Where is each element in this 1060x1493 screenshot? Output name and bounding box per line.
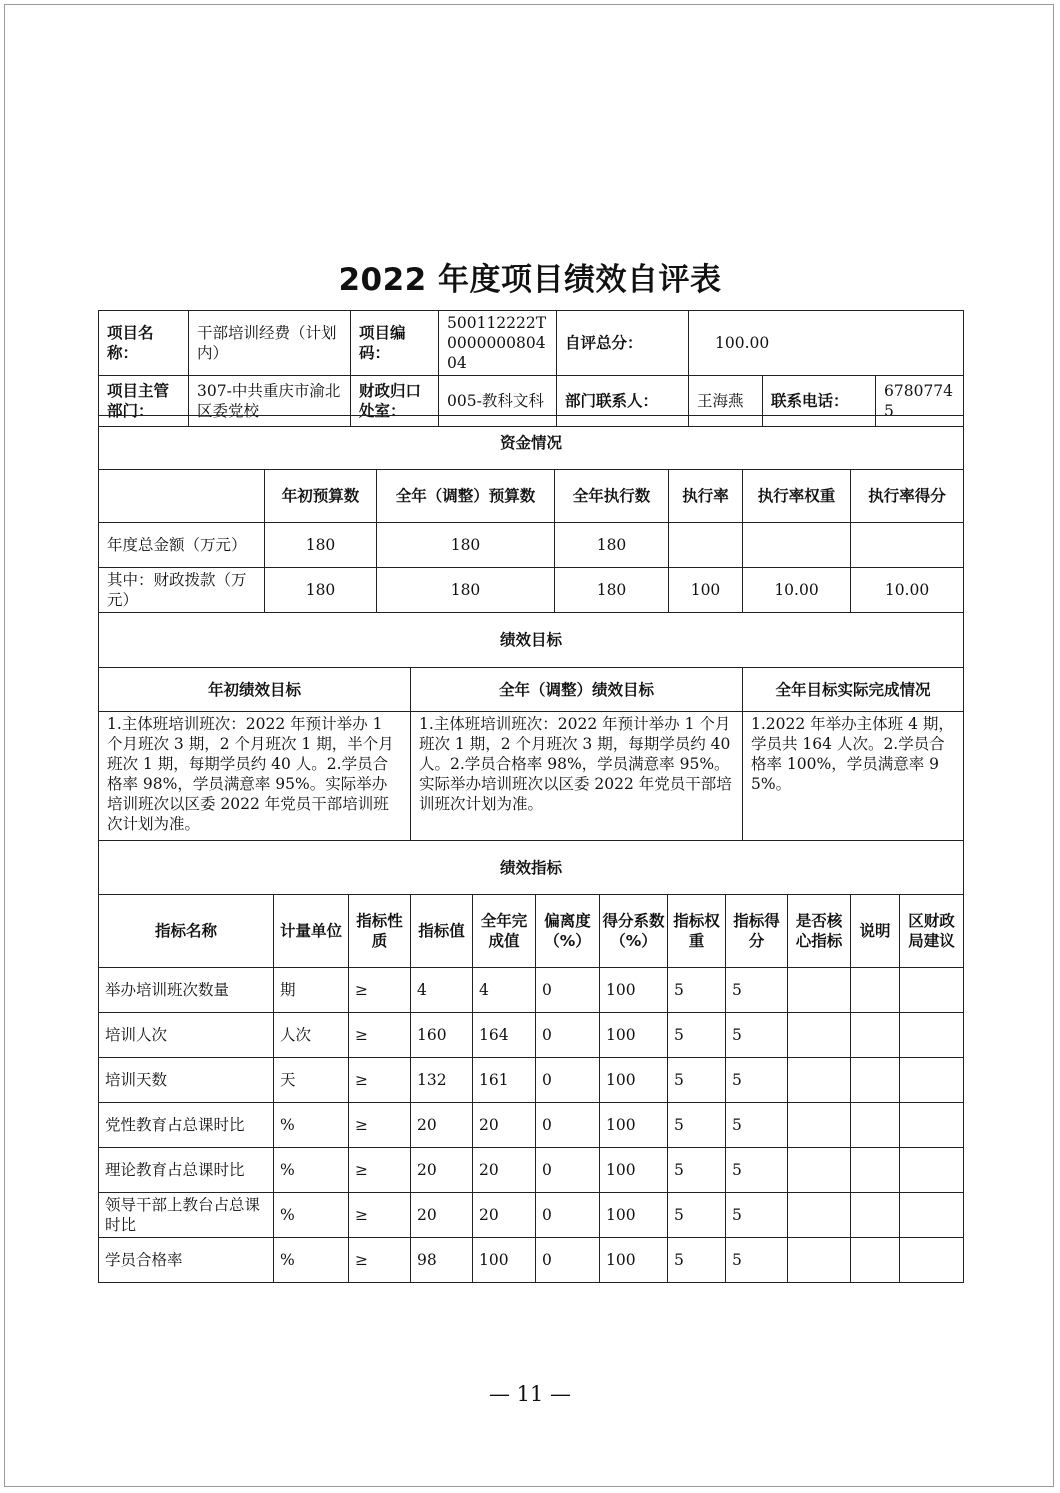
project-name-value: 干部培训经费（计划内） xyxy=(189,311,351,376)
ind-target-cell: 20 xyxy=(411,1148,473,1193)
funds-col-adjusted-budget: 全年（调整）预算数 xyxy=(377,470,555,523)
funds-col-initial-budget: 年初预算数 xyxy=(265,470,377,523)
goals-initial-text: 1.主体班培训班次：2022 年预计举办 1 个月班次 3 期，2 个月班次 1 期，半个月班次 1 期，每期学员约 40 人。2.学员合格率 98%，学员满意率 95%。实际举办培训班次以区委 2022 年党员干部培训班次计划为准。 xyxy=(99,712,411,841)
ind-note-cell xyxy=(851,1013,900,1058)
ind-unit-cell: % xyxy=(274,1193,349,1238)
finance-label: 财政归口处室： xyxy=(351,376,439,427)
ind-unit-cell: % xyxy=(274,1148,349,1193)
ind-actual-cell: 100 xyxy=(473,1238,536,1283)
ind-col-note: 说明 xyxy=(851,895,900,968)
ind-weight-cell: 5 xyxy=(668,1238,726,1283)
ind-col-name: 指标名称 xyxy=(99,895,274,968)
ind-score-cell: 5 xyxy=(726,1193,788,1238)
ind-note-cell xyxy=(851,1103,900,1148)
funds-row xyxy=(99,568,964,613)
ind-core-cell xyxy=(788,1058,851,1103)
funds-cell: 180 xyxy=(377,568,555,613)
goals-table xyxy=(98,612,964,841)
dept-label: 项目主管部门： xyxy=(99,376,189,427)
ind-actual-cell: 4 xyxy=(473,968,536,1013)
ind-target-cell: 4 xyxy=(411,968,473,1013)
table-row xyxy=(99,1148,964,1193)
ind-unit-cell: 天 xyxy=(274,1058,349,1103)
ind-name-cell: 理论教育占总课时比 xyxy=(99,1148,274,1193)
indicators-body xyxy=(99,968,964,1283)
ind-nature-cell: ≥ xyxy=(349,1103,411,1148)
goals-col-initial: 年初绩效目标 xyxy=(99,668,411,712)
ind-col-score: 指标得分 xyxy=(726,895,788,968)
table-row xyxy=(99,1103,964,1148)
ind-actual-cell: 164 xyxy=(473,1013,536,1058)
ind-note-cell xyxy=(851,1193,900,1238)
ind-deviation-cell: 0 xyxy=(536,1193,600,1238)
ind-coefficient-cell: 100 xyxy=(600,968,668,1013)
ind-suggestion-cell xyxy=(900,968,964,1013)
ind-note-cell xyxy=(851,1148,900,1193)
score-value: 100.00 xyxy=(689,311,964,376)
ind-suggestion-cell xyxy=(900,1193,964,1238)
ind-col-target: 指标值 xyxy=(411,895,473,968)
table-row xyxy=(99,1193,964,1238)
goals-col-adjusted: 全年（调整）绩效目标 xyxy=(411,668,743,712)
ind-weight-cell: 5 xyxy=(668,1148,726,1193)
ind-col-actual: 全年完成值 xyxy=(473,895,536,968)
funds-cell xyxy=(851,523,964,568)
ind-suggestion-cell xyxy=(900,1013,964,1058)
indicators-section-title: 绩效指标 xyxy=(99,841,964,895)
ind-unit-cell: % xyxy=(274,1238,349,1283)
page-number: — 11 — xyxy=(488,1382,572,1406)
ind-score-cell: 5 xyxy=(726,1058,788,1103)
ind-col-weight: 指标权重 xyxy=(668,895,726,968)
ind-nature-cell: ≥ xyxy=(349,1238,411,1283)
funds-cell: 10.00 xyxy=(851,568,964,613)
table-row xyxy=(99,1238,964,1283)
ind-unit-cell: 人次 xyxy=(274,1013,349,1058)
funds-cell: 180 xyxy=(377,523,555,568)
ind-core-cell xyxy=(788,1148,851,1193)
funds-col-weight: 执行率权重 xyxy=(743,470,851,523)
ind-deviation-cell: 0 xyxy=(536,1148,600,1193)
funds-cell: 180 xyxy=(265,523,377,568)
ind-note-cell xyxy=(851,1058,900,1103)
goals-section-title: 绩效目标 xyxy=(99,613,964,668)
ind-suggestion-cell xyxy=(900,1238,964,1283)
ind-name-cell: 举办培训班次数量 xyxy=(99,968,274,1013)
goals-adjusted-text: 1.主体班培训班次：2022 年预计举办 1 个月班次 1 期，2 个月班次 3 期，每期学员约 40 人。2.学员合格率 98%，学员满意率 95%。实际举办培训班次以区委 2022 年党员干部培训班次计划为准。 xyxy=(411,712,743,841)
funds-col-rate: 执行率 xyxy=(669,470,743,523)
ind-target-cell: 20 xyxy=(411,1193,473,1238)
ind-deviation-cell: 0 xyxy=(536,1103,600,1148)
project-name-label: 项目名称： xyxy=(99,311,189,376)
ind-target-cell: 132 xyxy=(411,1058,473,1103)
funds-header-empty xyxy=(99,470,265,523)
ind-core-cell xyxy=(788,1103,851,1148)
ind-col-nature: 指标性质 xyxy=(349,895,411,968)
ind-actual-cell: 20 xyxy=(473,1148,536,1193)
funds-col-executed: 全年执行数 xyxy=(555,470,669,523)
ind-suggestion-cell xyxy=(900,1103,964,1148)
ind-coefficient-cell: 100 xyxy=(600,1103,668,1148)
ind-col-core: 是否核心指标 xyxy=(788,895,851,968)
ind-coefficient-cell: 100 xyxy=(600,1013,668,1058)
ind-coefficient-cell: 100 xyxy=(600,1193,668,1238)
funds-col-score: 执行率得分 xyxy=(851,470,964,523)
funds-row-label: 其中：财政拨款（万元） xyxy=(99,568,265,613)
ind-score-cell: 5 xyxy=(726,1103,788,1148)
goals-col-actual: 全年目标实际完成情况 xyxy=(743,668,964,712)
funds-cell xyxy=(743,523,851,568)
ind-nature-cell: ≥ xyxy=(349,968,411,1013)
funds-cell: 100 xyxy=(669,568,743,613)
ind-deviation-cell: 0 xyxy=(536,1013,600,1058)
table-row xyxy=(99,1013,964,1058)
ind-target-cell: 98 xyxy=(411,1238,473,1283)
ind-weight-cell: 5 xyxy=(668,968,726,1013)
ind-deviation-cell: 0 xyxy=(536,968,600,1013)
ind-name-cell: 学员合格率 xyxy=(99,1238,274,1283)
goals-actual-text: 1.2022 年举办主体班 4 期，学员共 164 人次。2.学员合格率 100%，学员满意率 95%。 xyxy=(743,712,964,841)
ind-nature-cell: ≥ xyxy=(349,1013,411,1058)
ind-name-cell: 党性教育占总课时比 xyxy=(99,1103,274,1148)
ind-target-cell: 160 xyxy=(411,1013,473,1058)
ind-note-cell xyxy=(851,1238,900,1283)
project-code-label: 项目编码： xyxy=(351,311,439,376)
page-title: 2022 年度项目绩效自评表 xyxy=(338,262,722,298)
ind-unit-cell: 期 xyxy=(274,968,349,1013)
ind-col-suggestion: 区财政局建议 xyxy=(900,895,964,968)
ind-weight-cell: 5 xyxy=(668,1058,726,1103)
contact-value: 王海燕 xyxy=(689,376,763,427)
ind-core-cell xyxy=(788,968,851,1013)
ind-core-cell xyxy=(788,1238,851,1283)
ind-core-cell xyxy=(788,1193,851,1238)
ind-col-deviation: 偏离度（%） xyxy=(536,895,600,968)
finance-value: 005-教科文科 xyxy=(439,376,557,427)
funds-section-title: 资金情况 xyxy=(99,416,964,470)
ind-name-cell: 培训天数 xyxy=(99,1058,274,1103)
dept-value: 307-中共重庆市渝北区委党校 xyxy=(189,376,351,427)
ind-suggestion-cell xyxy=(900,1148,964,1193)
ind-coefficient-cell: 100 xyxy=(600,1058,668,1103)
ind-deviation-cell: 0 xyxy=(536,1238,600,1283)
ind-score-cell: 5 xyxy=(726,1148,788,1193)
phone-value: 67807745 xyxy=(876,376,964,427)
ind-actual-cell: 20 xyxy=(473,1103,536,1148)
ind-col-coefficient: 得分系数（%） xyxy=(600,895,668,968)
table-row xyxy=(99,968,964,1013)
ind-core-cell xyxy=(788,1013,851,1058)
ind-deviation-cell: 0 xyxy=(536,1058,600,1103)
contact-label: 部门联系人： xyxy=(557,376,689,427)
ind-score-cell: 5 xyxy=(726,1238,788,1283)
funds-cell: 180 xyxy=(265,568,377,613)
ind-score-cell: 5 xyxy=(726,1013,788,1058)
funds-cell: 180 xyxy=(555,568,669,613)
funds-cell: 180 xyxy=(555,523,669,568)
ind-coefficient-cell: 100 xyxy=(600,1238,668,1283)
ind-nature-cell: ≥ xyxy=(349,1148,411,1193)
ind-target-cell: 20 xyxy=(411,1103,473,1148)
ind-nature-cell: ≥ xyxy=(349,1058,411,1103)
phone-label: 联系电话： xyxy=(763,376,876,427)
ind-weight-cell: 5 xyxy=(668,1103,726,1148)
funds-row xyxy=(99,523,964,568)
ind-coefficient-cell: 100 xyxy=(600,1148,668,1193)
funds-cell: 10.00 xyxy=(743,568,851,613)
ind-name-cell: 培训人次 xyxy=(99,1013,274,1058)
funds-table xyxy=(98,415,964,613)
project-code-value: 500112222T000000080404 xyxy=(439,311,557,376)
ind-unit-cell: % xyxy=(274,1103,349,1148)
ind-col-unit: 计量单位 xyxy=(274,895,349,968)
table-row xyxy=(99,1058,964,1103)
project-info-table xyxy=(98,310,964,427)
ind-weight-cell: 5 xyxy=(668,1013,726,1058)
ind-nature-cell: ≥ xyxy=(349,1193,411,1238)
ind-actual-cell: 20 xyxy=(473,1193,536,1238)
ind-note-cell xyxy=(851,968,900,1013)
ind-name-cell: 领导干部上教台占总课时比 xyxy=(99,1193,274,1238)
indicators-table xyxy=(98,840,964,1283)
score-label: 自评总分： xyxy=(557,311,689,376)
ind-suggestion-cell xyxy=(900,1058,964,1103)
ind-actual-cell: 161 xyxy=(473,1058,536,1103)
ind-score-cell: 5 xyxy=(726,968,788,1013)
ind-weight-cell: 5 xyxy=(668,1193,726,1238)
funds-cell xyxy=(669,523,743,568)
funds-row-label: 年度总金额（万元） xyxy=(99,523,265,568)
